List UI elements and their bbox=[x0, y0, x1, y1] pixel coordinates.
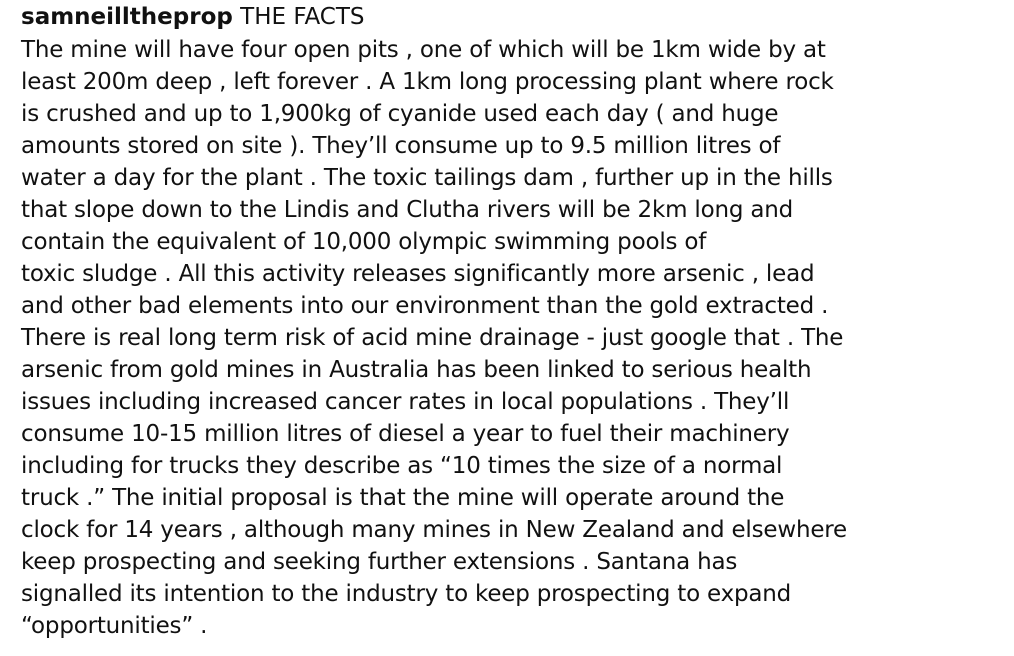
caption-line: issues including increased cancer rates in local populations . They’ll bbox=[21, 389, 790, 415]
caption-line: clock for 14 years , although many mines in New Zealand and elsewhere bbox=[21, 517, 847, 543]
caption-line: water a day for the plant . The toxic tailings dam , further up in the hills bbox=[21, 165, 833, 191]
caption-line: arsenic from gold mines in Australia has been linked to serious health bbox=[21, 357, 812, 383]
caption-line: signalled its intention to the industry to keep prospecting to expand bbox=[21, 581, 792, 607]
caption-line: including for trucks they describe as “10 times the size of a normal bbox=[21, 453, 783, 479]
caption-line: amounts stored on site ). They’ll consume up to 9.5 million litres of bbox=[21, 133, 781, 159]
caption-line: consume 10-15 million litres of diesel a year to fuel their machinery bbox=[21, 421, 790, 447]
caption-line: truck .” The initial proposal is that the mine will operate around the bbox=[21, 485, 785, 511]
caption-body bbox=[21, 34, 1014, 642]
caption-line: least 200m deep , left forever . A 1km long processing plant where rock bbox=[21, 69, 834, 95]
caption-line: “opportunities” . bbox=[21, 613, 208, 639]
caption-line: toxic sludge . All this activity releases significantly more arsenic , lead bbox=[21, 261, 815, 287]
caption-line: The mine will have four open pits , one of which will be 1km wide by at bbox=[21, 37, 826, 63]
caption-headline: THE FACTS bbox=[240, 4, 365, 30]
caption-line: contain the equivalent of 10,000 olympic swimming pools of bbox=[21, 229, 707, 255]
caption-line: There is real long term risk of acid mine drainage - just google that . The bbox=[21, 325, 844, 351]
caption-line: that slope down to the Lindis and Clutha rivers will be 2km long and bbox=[21, 197, 794, 223]
caption-line: is crushed and up to 1,900kg of cyanide used each day ( and huge bbox=[21, 101, 779, 127]
username-link[interactable]: samneilltheprop bbox=[21, 4, 233, 30]
caption-line: and other bad elements into our environment than the gold extracted . bbox=[21, 293, 829, 319]
caption-line: keep prospecting and seeking further extensions . Santana has bbox=[21, 549, 738, 575]
caption-header bbox=[21, 4, 1014, 32]
